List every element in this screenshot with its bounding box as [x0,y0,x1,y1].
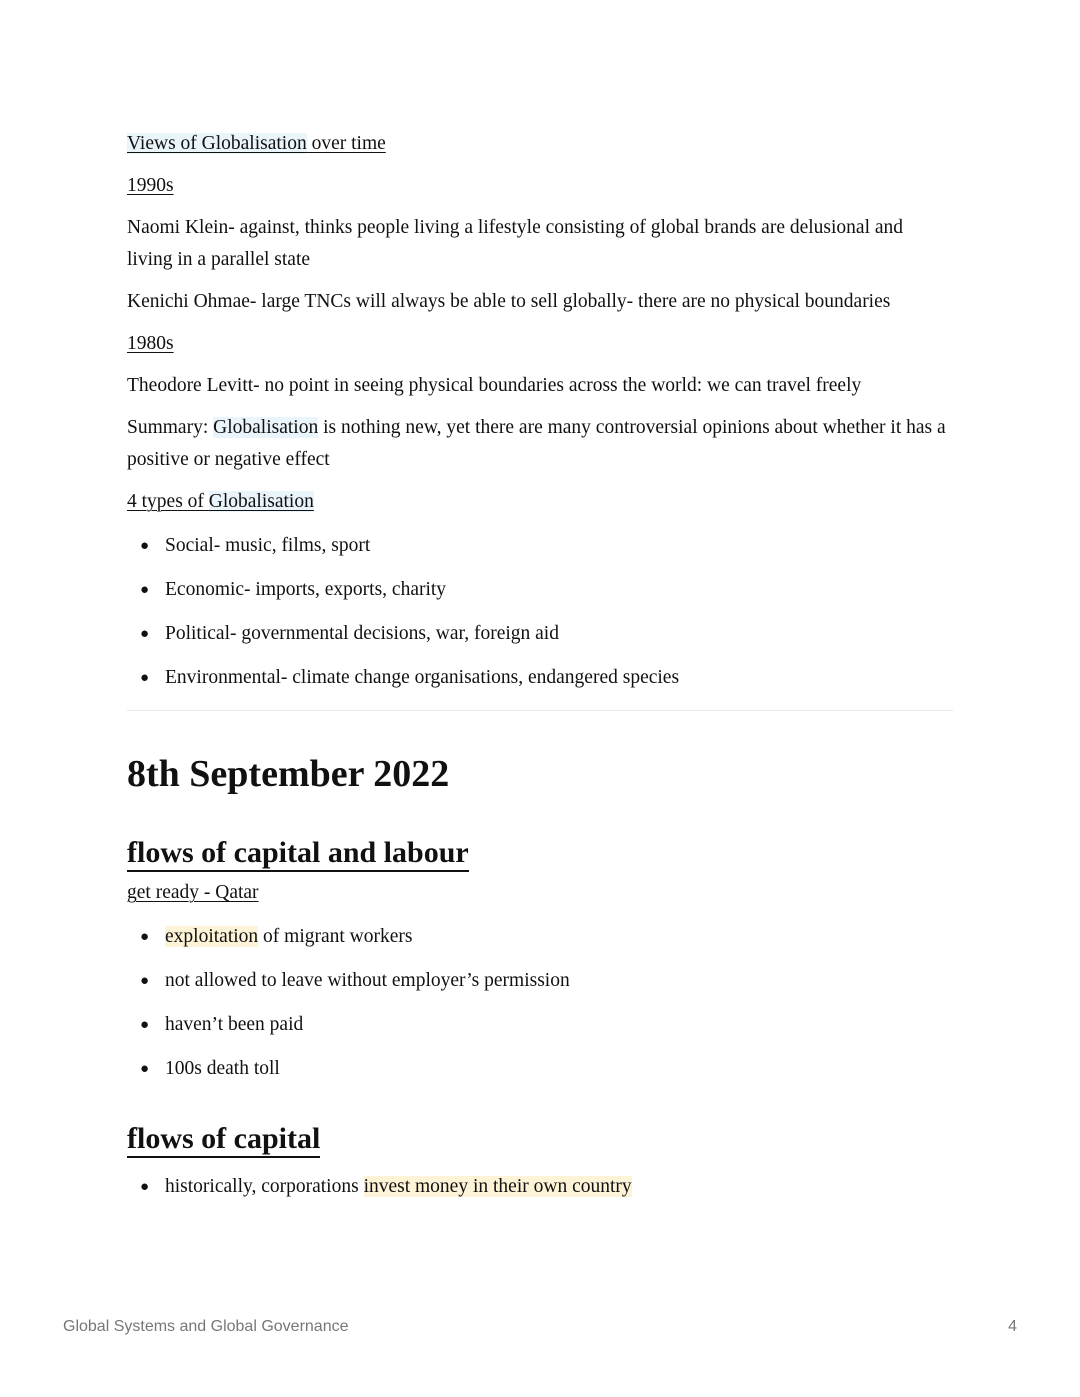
highlight-globalisation: Globalisation [208,491,314,512]
bullet-icon: ● [140,1061,150,1077]
highlight-exploitation: exploitation [165,926,259,947]
decade-1980s: 1980s [127,333,174,354]
bullet-icon: ● [140,538,150,554]
bullet-icon: ● [140,670,150,686]
list-item: ● Social- music, films, sport [127,530,953,562]
qatar-list [127,921,953,1085]
paragraph-summary: Summary: Globalisation is nothing new, yet there are many controversial opinions about whether it has a positive or negative effect [127,417,946,470]
subheading-qatar: get ready - Qatar [127,882,259,903]
highlight-globalisation: Views of Globalisation [127,133,307,154]
section-heading-capital-labour: flows of capital and labour [127,833,953,873]
paragraph-levitt: Theodore Levitt- no point in seeing physical boundaries across the world: we can travel freely [127,375,862,396]
date-heading: 8th September 2022 [127,753,450,795]
document-content [127,128,953,1215]
list-item: ● exploitation of migrant workers [127,921,953,953]
footer-document-title: Global Systems and Global Governance [63,1318,349,1335]
bullet-icon: ● [140,1017,150,1033]
list-item: ● Environmental- climate change organisations, endangered species [127,662,953,694]
highlight-globalisation: Globalisation [213,417,319,438]
list-item: ● Economic- imports, exports, charity [127,574,953,606]
types-list [127,530,953,694]
capital-list [127,1171,953,1203]
divider [127,710,953,711]
bullet-icon: ● [140,1179,150,1195]
decade-1990s: 1990s [127,175,174,196]
highlight-invest: invest money in their own country [363,1176,632,1197]
bullet-icon: ● [140,929,150,945]
footer-page-number: 4 [1008,1318,1017,1335]
list-item: ● 100s death toll [127,1053,953,1085]
bullet-icon: ● [140,973,150,989]
paragraph-klein: Naomi Klein- against, thinks people living a lifestyle consisting of global brands are delusional and living in a parallel state [127,217,904,270]
bullet-icon: ● [140,582,150,598]
list-item: ● Political- governmental decisions, war, foreign aid [127,618,953,650]
section-heading-capital: flows of capital [127,1119,953,1159]
types-heading: 4 types of Globalisation [127,491,314,512]
list-item: ● not allowed to leave without employer’s permission [127,965,953,997]
list-item: ● historically, corporations invest money in their own country [127,1171,953,1203]
list-item: ● haven’t been paid [127,1009,953,1041]
bullet-icon: ● [140,626,150,642]
section-heading-views: Views of Globalisation over time [127,133,386,154]
paragraph-ohmae: Kenichi Ohmae- large TNCs will always be able to sell globally- there are no physical boundaries [127,291,891,312]
